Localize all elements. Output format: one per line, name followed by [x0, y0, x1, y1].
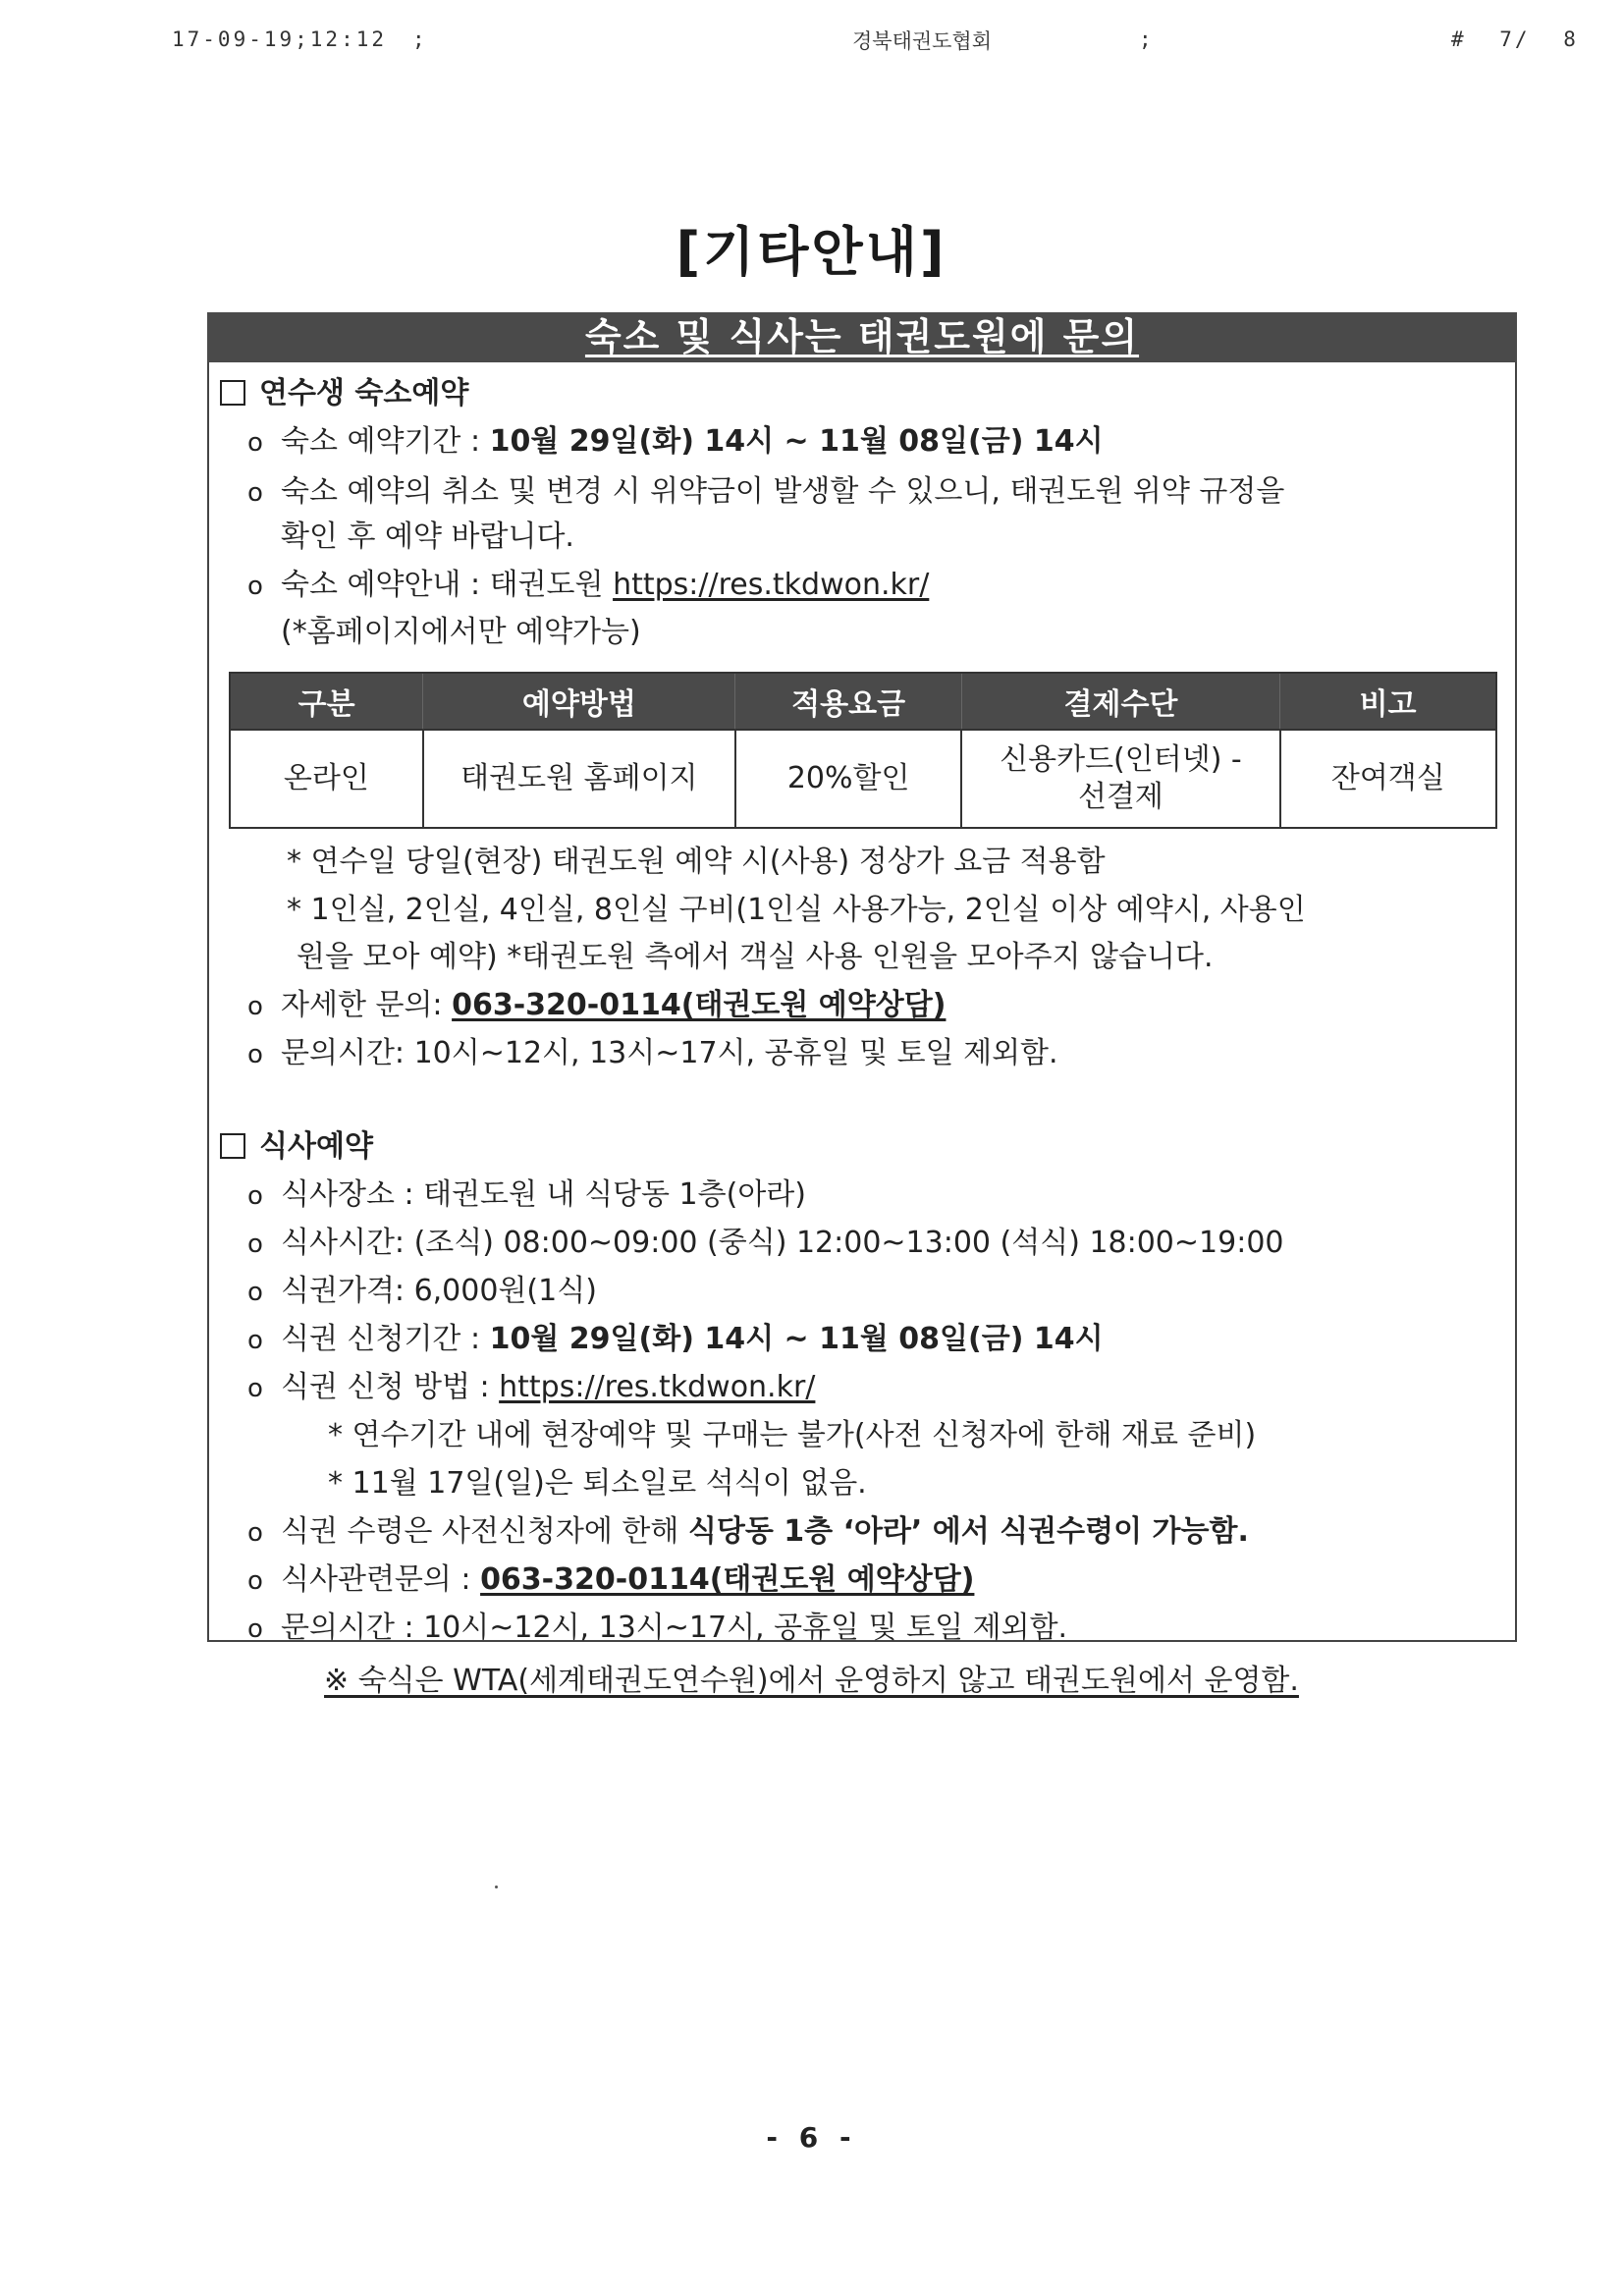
table-cell: 태권도원 홈페이지 — [423, 730, 735, 828]
meal-place-text: 식사장소 : 태권도원 내 식당동 1층(아라) — [281, 1177, 806, 1212]
meal-period-label: 식권 신청기간 : — [281, 1322, 490, 1356]
fax-page-count: # 7/ 8 — [1451, 27, 1579, 51]
page-number: - 6 - — [766, 2121, 857, 2154]
meal-contact — [247, 1560, 974, 1601]
lodging-note2-line2: 원을 모아 예약) *태권도원 측에서 객실 사용 인원을 모아주지 않습니다. — [297, 940, 1214, 974]
page-title: [기타안내] — [676, 221, 947, 283]
table-row — [230, 730, 1496, 828]
lodging-guide-label: 숙소 예약안내 : 태권도원 — [281, 568, 614, 602]
banner-text: 숙소 및 식사는 태권도원에 문의 — [584, 315, 1140, 358]
payment-line2: 선결제 — [1077, 780, 1163, 814]
meal-heading — [220, 1127, 373, 1167]
lodging-heading-text: 연수생 숙소예약 — [259, 376, 469, 410]
circle-bullet-icon: o — [247, 1326, 263, 1355]
lodging-hours — [247, 1034, 1058, 1074]
fax-header — [0, 27, 1623, 61]
banner — [207, 312, 1517, 362]
scan-speck — [495, 1886, 498, 1888]
lodging-heading — [220, 374, 468, 413]
table-header: 예약방법 — [423, 673, 735, 730]
table-header: 적용요금 — [735, 673, 961, 730]
meal-time — [247, 1224, 1284, 1264]
table-header: 비고 — [1280, 673, 1496, 730]
meal-method — [247, 1368, 815, 1408]
meal-period — [247, 1320, 1104, 1360]
fax-datetime: 17-09-19;12:12 — [172, 27, 388, 51]
meal-time-text: 식사시간: (조식) 08:00~09:00 (중식) 12:00~13:00 (석식) 18:00~19:00 — [281, 1226, 1284, 1260]
lodging-contact-label: 자세한 문의: — [281, 988, 453, 1022]
table-cell-payment — [961, 730, 1279, 828]
meal-hours — [247, 1609, 1067, 1649]
lodging-note1: * 연수일 당일(현장) 태권도원 예약 시(사용) 정상가 요금 적용함 — [287, 845, 1106, 879]
meal-method-link[interactable]: https://res.tkdwon.kr/ — [499, 1370, 816, 1404]
meal-contact-label: 식사관련문의 : — [281, 1562, 481, 1597]
circle-bullet-icon: o — [247, 1181, 263, 1211]
circle-bullet-icon: o — [247, 1230, 263, 1259]
table-header-row — [230, 673, 1496, 730]
table-header: 구분 — [230, 673, 423, 730]
payment-line1: 신용카드(인터넷) - — [1000, 742, 1242, 777]
table-cell: 20%할인 — [735, 730, 961, 828]
meal-note1: * 연수기간 내에 현장예약 및 구매는 불가(사전 신청자에 한해 재료 준비) — [328, 1418, 1257, 1452]
lodging-hours-text: 문의시간: 10시~12시, 13시~17시, 공휴일 및 토일 제외함. — [281, 1036, 1058, 1070]
meal-price — [247, 1272, 597, 1312]
meal-receive — [247, 1512, 1249, 1553]
meal-method-label: 식권 신청 방법 : — [281, 1370, 500, 1404]
lodging-contact — [247, 986, 946, 1026]
meal-heading-text: 식사예약 — [259, 1129, 373, 1164]
circle-bullet-icon: o — [247, 1614, 263, 1644]
lodging-note2-line1: * 1인실, 2인실, 4인실, 8인실 구비(1인실 사용가능, 2인실 이상 예약시, 사용인 — [287, 893, 1306, 927]
circle-bullet-icon: o — [247, 1518, 263, 1548]
meal-period-value: 10월 29일(화) 14시 ~ 11월 08일(금) 14시 — [489, 1322, 1104, 1356]
fax-separator: ; — [412, 27, 428, 51]
lodging-period-value: 10월 29일(화) 14시 ~ 11월 08일(금) 14시 — [489, 424, 1104, 459]
table-cell: 온라인 — [230, 730, 423, 828]
meal-place — [247, 1175, 806, 1216]
circle-bullet-icon: o — [247, 1374, 263, 1403]
table-header: 결제수단 — [961, 673, 1279, 730]
meal-note2: * 11월 17일(일)은 퇴소일로 석식이 없음. — [328, 1466, 867, 1501]
lodging-guide-link[interactable]: https://res.tkdwon.kr/ — [613, 568, 930, 602]
lodging-cancel-text: 숙소 예약의 취소 및 변경 시 위약금이 발생할 수 있으니, 태권도원 위약 규정을 — [281, 474, 1285, 509]
circle-bullet-icon: o — [247, 478, 263, 508]
lodging-period — [247, 422, 1104, 463]
lodging-guide-note: (*홈페이지에서만 예약가능) — [281, 615, 641, 649]
circle-bullet-icon: o — [247, 572, 263, 601]
meal-hours-text: 문의시간 : 10시~12시, 13시~17시, 공휴일 및 토일 제외함. — [281, 1611, 1068, 1645]
footnote: ※ 숙식은 WTA(세계태권도연수원)에서 운영하지 않고 태권도원에서 운영함. — [324, 1664, 1299, 1698]
reservation-table — [229, 672, 1497, 829]
fax-sender: 경북태권도협회 — [852, 29, 993, 53]
lodging-cancel-line2: 확인 후 예약 바랍니다. — [281, 519, 574, 554]
meal-contact-phone[interactable]: 063-320-0114(태권도원 예약상담) — [480, 1562, 975, 1597]
lodging-guide — [247, 566, 929, 606]
lodging-cancel-line1 — [247, 472, 1284, 513]
circle-bullet-icon: o — [247, 992, 263, 1021]
meal-receive-location: 식당동 1층 ‘아라’ 에서 식권수령이 가능함. — [687, 1514, 1249, 1549]
circle-bullet-icon: o — [247, 1566, 263, 1596]
lodging-period-label: 숙소 예약기간 : — [281, 424, 490, 459]
table-cell: 잔여객실 — [1280, 730, 1496, 828]
circle-bullet-icon: o — [247, 1278, 263, 1307]
circle-bullet-icon: o — [247, 1040, 263, 1069]
circle-bullet-icon: o — [247, 428, 263, 458]
fax-separator: ; — [1139, 27, 1155, 51]
lodging-contact-phone[interactable]: 063-320-0114(태권도원 예약상담) — [452, 988, 947, 1022]
checkbox-square-icon — [220, 1133, 245, 1159]
meal-receive-label: 식권 수령은 사전신청자에 한해 — [281, 1514, 688, 1549]
checkbox-square-icon — [220, 380, 245, 406]
meal-price-text: 식권가격: 6,000원(1식) — [281, 1274, 597, 1308]
